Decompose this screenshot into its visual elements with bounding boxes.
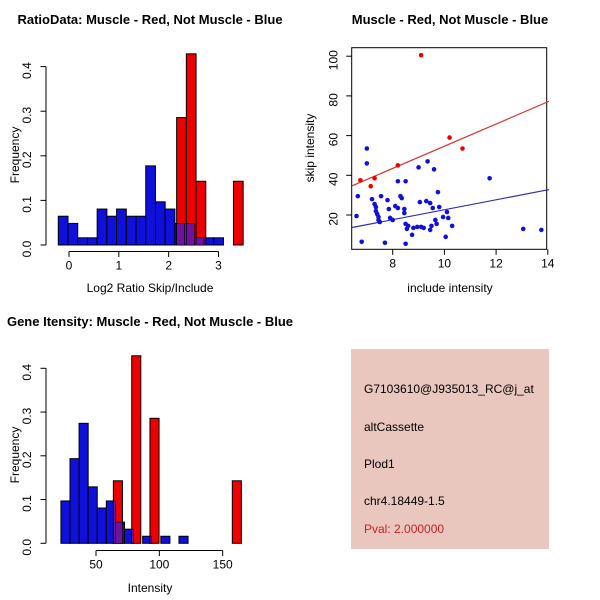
scatter-point-blue xyxy=(411,226,416,231)
scatter-point-blue xyxy=(365,161,370,166)
hist-bar-blue xyxy=(214,238,224,245)
hist-bar-overlap xyxy=(177,223,185,245)
scatter-point-blue xyxy=(396,206,401,211)
hist-bar-overlap xyxy=(132,529,134,543)
hist-bar-blue xyxy=(136,216,146,245)
probe-id-text: G7103610@J935013_RC@j_at xyxy=(364,382,534,396)
hist-bar-blue xyxy=(61,501,70,543)
scatter-point-red xyxy=(460,146,465,151)
hist-bar-blue xyxy=(161,536,170,543)
scatter-point-red xyxy=(372,176,377,181)
x-tick-label: 2 xyxy=(165,258,173,273)
scatter-point-blue xyxy=(354,214,359,219)
scatter-point-blue xyxy=(383,240,388,245)
scatter-point-blue xyxy=(403,241,408,246)
scatter-point-blue xyxy=(410,233,415,238)
gene-intensity-hist-ylabel: Frequency xyxy=(8,426,22,484)
hist-bar-blue xyxy=(97,209,107,245)
y-tick-label: 20 xyxy=(326,212,341,226)
hist-bar-blue xyxy=(117,209,127,245)
scatter-point-blue xyxy=(487,176,492,181)
intensity-scatter-plot xyxy=(300,0,600,300)
hist-bar-overlap xyxy=(204,238,206,245)
scatter-point-blue xyxy=(359,239,364,244)
scatter-point-blue xyxy=(356,194,361,199)
hist-bar-red xyxy=(196,181,206,245)
scatter-point-blue xyxy=(403,179,408,184)
hist-bar-red xyxy=(132,356,141,544)
scatter-point-blue xyxy=(434,222,439,227)
x-tick-label: 12 xyxy=(489,256,503,271)
scatter-point-blue xyxy=(428,228,433,233)
x-tick-label: 14 xyxy=(541,256,555,271)
hist-bar-red xyxy=(233,181,243,245)
gene-info-box xyxy=(351,349,549,549)
hist-bar-blue xyxy=(70,459,79,544)
scatter-point-blue xyxy=(416,165,421,170)
scatter-point-blue xyxy=(418,200,423,205)
scatter-point-red xyxy=(447,135,452,140)
hist-bar-blue xyxy=(78,238,88,245)
y-tick-label: 0.2 xyxy=(20,451,34,469)
scatter-point-blue xyxy=(428,201,433,206)
hist-bar-blue xyxy=(87,238,97,245)
scatter-point-blue xyxy=(402,207,407,212)
x-tick-label: 3 xyxy=(215,258,222,273)
hist-bar-blue xyxy=(107,216,117,245)
scatter-point-blue xyxy=(437,205,442,210)
y-tick-label: 0.2 xyxy=(20,151,34,169)
scatter-xlabel: include intensity xyxy=(407,281,493,295)
scatter-point-blue xyxy=(421,226,426,231)
fit-line-red xyxy=(352,101,549,186)
ratio-histogram-plot xyxy=(0,0,300,300)
y-tick-label: 0.4 xyxy=(20,363,34,381)
scatter-point-blue xyxy=(370,197,375,202)
scatter-point-blue xyxy=(402,211,407,216)
x-tick-label: 1 xyxy=(115,258,123,273)
hist-bar-blue xyxy=(97,508,106,543)
y-tick-label: 60 xyxy=(326,132,341,147)
gene-intensity-histogram-plot xyxy=(0,300,300,600)
hist-bar-blue xyxy=(155,202,165,245)
scatter-ylabel: skip intensity xyxy=(303,113,317,183)
scatter-point-blue xyxy=(443,235,448,240)
scatter-point-blue xyxy=(432,167,437,172)
y-tick-label: 0.0 xyxy=(20,538,34,556)
scatter-point-red xyxy=(419,53,424,58)
ratio-hist-title: RatioData: Muscle - Red, Not Muscle - Blue xyxy=(17,12,283,27)
x-tick-label: 100 xyxy=(149,557,170,572)
y-tick-label: 0.1 xyxy=(20,196,34,213)
y-tick-label: 0.1 xyxy=(20,495,34,512)
gene-name-text: Plod1 xyxy=(364,457,395,471)
hist-bar-blue xyxy=(79,423,88,543)
hist-bar-blue xyxy=(165,209,175,245)
ratio-hist-ylabel: Frequency xyxy=(8,126,22,184)
scatter-point-blue xyxy=(446,216,451,221)
hist-bar-overlap xyxy=(196,238,204,245)
scatter-point-blue xyxy=(445,210,450,215)
x-tick-label: 8 xyxy=(389,256,397,271)
hist-bar-overlap xyxy=(186,223,194,245)
scatter-point-red xyxy=(396,163,401,168)
y-tick-label: 0.0 xyxy=(20,240,34,258)
hist-bar-red xyxy=(232,481,241,544)
hist-bar-red xyxy=(186,54,196,245)
scatter-point-blue xyxy=(396,179,401,184)
scatter-point-blue xyxy=(385,198,390,203)
scatter-point-blue xyxy=(399,196,404,201)
scatter-point-red xyxy=(358,178,363,183)
scatter-point-blue xyxy=(430,206,435,211)
hist-bar-blue xyxy=(88,487,97,543)
scatter-point-blue xyxy=(365,146,370,151)
hist-bar-blue xyxy=(146,166,156,245)
scatter-point-blue xyxy=(374,205,379,210)
y-tick-label: 0.4 xyxy=(20,62,34,79)
scatter-point-blue xyxy=(425,159,430,164)
hist-bar-overlap xyxy=(113,501,115,543)
y-tick-label: 40 xyxy=(326,172,341,186)
scatter-point-blue xyxy=(450,224,455,229)
scatter-point-red xyxy=(368,184,373,189)
scatter-point-blue xyxy=(436,190,441,195)
scatter-point-blue xyxy=(390,218,395,223)
scatter-point-blue xyxy=(379,194,384,199)
scatter-point-blue xyxy=(521,227,526,232)
hist-bar-overlap xyxy=(115,522,122,543)
hist-bar-red xyxy=(150,418,159,543)
ratio-hist-xlabel: Log2 Ratio Skip/Include xyxy=(86,281,214,295)
hist-bar-overlap xyxy=(150,536,152,543)
gene-intensity-hist-xlabel: Intensity xyxy=(127,581,173,595)
y-tick-label: 0.3 xyxy=(20,407,34,425)
scatter-point-blue xyxy=(539,228,544,233)
y-tick-label: 80 xyxy=(326,93,341,107)
x-tick-label: 150 xyxy=(212,557,233,572)
hist-bar-blue xyxy=(179,536,188,543)
scatter-point-blue xyxy=(433,218,438,223)
hist-bar-blue xyxy=(58,216,68,245)
scatter-point-blue xyxy=(441,215,446,220)
location-text: chr4.18449-1.5 xyxy=(364,494,445,508)
scatter-point-blue xyxy=(377,220,382,225)
pval-text: Pval: 2.000000 xyxy=(364,522,445,536)
scatter-title: Muscle - Red, Not Muscle - Blue xyxy=(351,12,549,27)
scatter-point-blue xyxy=(387,207,392,212)
x-tick-label: 0 xyxy=(65,258,73,273)
hist-bar-blue xyxy=(126,216,136,245)
gene-intensity-hist-title: Gene Itensity: Muscle - Red, Not Muscle - Blue xyxy=(6,314,294,329)
y-tick-label: 0.3 xyxy=(20,106,34,124)
scatter-point-blue xyxy=(406,224,411,229)
hist-bar-blue xyxy=(68,223,78,245)
event-type-text: altCassette xyxy=(364,420,425,434)
scatter-point-blue xyxy=(429,224,434,229)
x-tick-label: 10 xyxy=(437,256,452,271)
y-tick-label: 100 xyxy=(326,50,341,71)
x-tick-label: 50 xyxy=(89,557,103,572)
